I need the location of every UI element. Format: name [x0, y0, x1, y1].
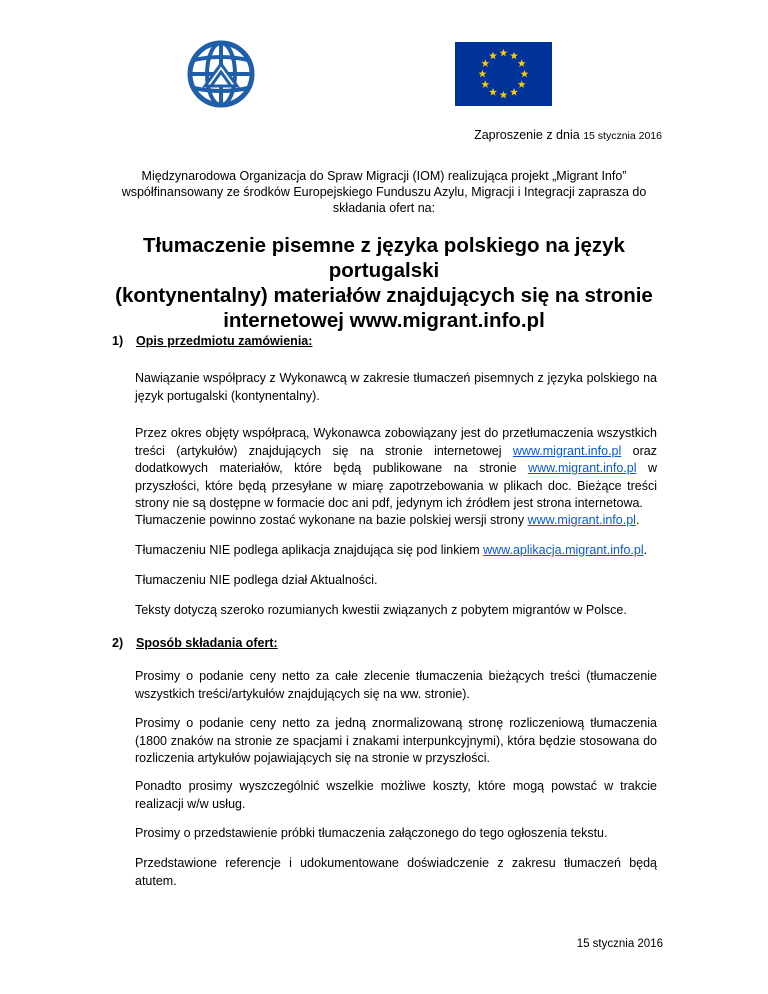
s1p3-text-a: Tłumaczenie powinno zostać wykonane na bazie polskiej wersji strony [135, 513, 528, 527]
section-1-paragraph-4 [135, 542, 657, 560]
section-1-paragraph-1: Nawiązanie współpracy z Wykonawcą w zakresie tłumaczeń pisemnych z języka polskiego na język portugalski (kontynentalny). [135, 371, 657, 403]
section-2-heading [112, 636, 278, 650]
section-1-title: Opis przedmiotu zamówienia: [136, 334, 313, 348]
s1p4-text-b: . [643, 543, 648, 557]
section-1-heading [112, 334, 312, 348]
aplikacja-link[interactable]: www.aplikacja.migrant.info.pl [483, 543, 644, 557]
migrant-info-link-1[interactable]: www.migrant.info.pl [512, 443, 622, 458]
s1p2-text-a: Przez okres objęty współpracą, Wykonawca zobowiązany jest do przetłumaczenia wszystkich treści (artykułów) znajdujących się na stronie internetowej [135, 426, 657, 458]
header-logos [0, 40, 768, 110]
title-line-1: Tłumaczenie pisemne z języka polskiego na język portugalski [143, 234, 625, 282]
section-2-paragraph-3: Ponadto prosimy wyszczególnić wszelkie możliwe koszty, które mogą powstać w trakcie realizacji w/w usług. [135, 779, 657, 811]
title-line-3: internetowej www.migrant.info.pl [223, 309, 545, 332]
intro-line-1: Międzynarodowa Organizacja do Spraw Migracji (IOM) realizująca projekt „Migrant Info” [141, 169, 627, 183]
s1p3-text-b: . [635, 513, 640, 527]
invite-prefix: Zaproszenie z dnia [474, 128, 580, 142]
section-1-number: 1) [112, 334, 124, 348]
page-title [90, 233, 678, 333]
s1p2-text-c: w przyszłości, które będą przesyłane w miarę zapotrzebowania w plikach doc. Bieżące treści strony nie są dostępne w formacie doc ani pdf, jedynym ich źródłem jest strona internetowa. [135, 461, 657, 510]
footer-date: 15 stycznia 2016 [576, 938, 663, 950]
section-2-paragraph-5: Przedstawione referencje i udokumentowane doświadczenie z zakresu tłumaczeń będą atutem. [135, 856, 657, 888]
intro-line-2: współfinansowany ze środków Europejskiego Funduszu Azylu, Migracji i Integracji zaprasza do [121, 185, 647, 199]
eu-flag-icon [455, 42, 552, 106]
section-2-paragraph-4: Prosimy o przedstawienie próbki tłumaczenia załączonego do tego ogłoszenia tekstu. [135, 826, 608, 840]
migrant-info-link-3[interactable]: www.migrant.info.pl [527, 513, 636, 527]
section-1-paragraph-2 [135, 425, 657, 513]
intro-line-3: składania ofert na: [332, 201, 436, 215]
section-1-paragraph-6: Teksty dotyczą szeroko rozumianych kwestii związanych z pobytem migrantów w Polsce. [135, 603, 627, 617]
s1p4-text-a: Tłumaczeniu NIE podlega aplikacja znajdująca się pod linkiem [135, 543, 484, 557]
s1p2-text-b: oraz dodatkowych materiałów, które będą publikowane na stronie [135, 443, 657, 475]
iom-globe-logo-icon [187, 40, 255, 108]
section-2-paragraph-2: Prosimy o podanie ceny netto za jedną znormalizowaną stronę rozliczeniową tłumaczenia (1800 znaków na stronie ze spacjami i znakami interpunkcyjnymi), która będzie stosowana do rozliczenia artykułów pojawiających się na stronie w przyszłości. [135, 716, 657, 765]
section-2-paragraph-1: Prosimy o podanie ceny netto za całe zlecenie tłumaczenia bieżących treści (tłumaczenie wszystkich treści/artykułów znajdujących się na ww. stronie). [135, 669, 657, 701]
section-2-number: 2) [112, 636, 124, 650]
migrant-info-link-2[interactable]: www.migrant.info.pl [528, 461, 637, 475]
section-2-title: Sposób składania ofert: [136, 636, 278, 650]
section-1-paragraph-5: Tłumaczeniu NIE podlega dział Aktualności. [135, 573, 378, 587]
invite-date-line [474, 128, 662, 142]
title-line-2: (kontynentalny) materiałów znajdujących się na stronie [115, 284, 653, 307]
intro-text [100, 168, 668, 216]
section-1-paragraph-3 [135, 512, 657, 530]
invite-date: 15 stycznia 2016 [583, 130, 662, 142]
